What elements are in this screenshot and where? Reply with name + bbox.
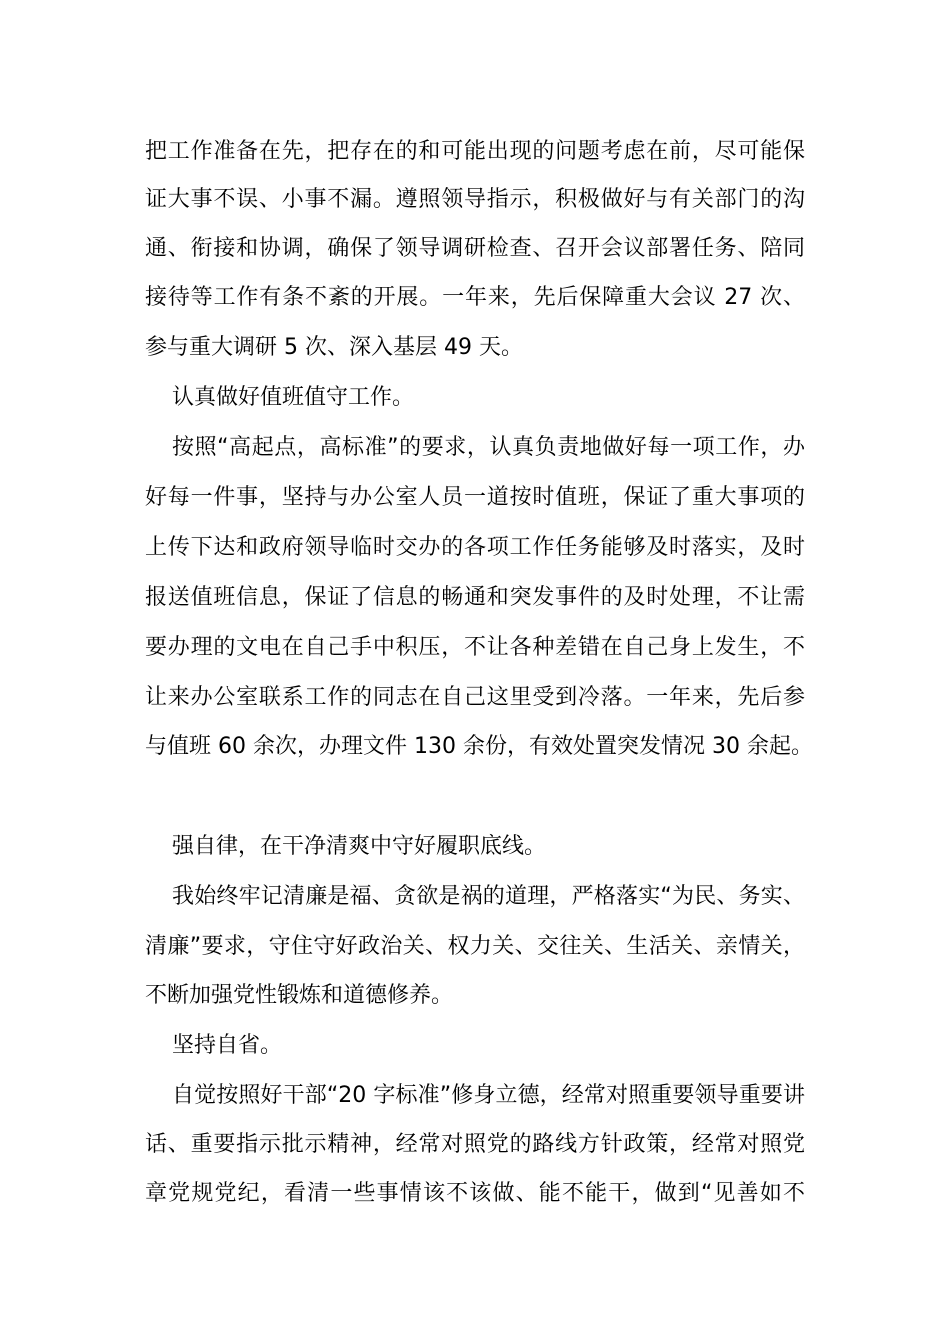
text-line: 把工作准备在先，把存在的和可能出现的问题考虑在前，尽可能保 [145, 139, 805, 164]
text-line: 上传下达和政府领导临时交办的各项工作任务能够及时落实，及时 [145, 535, 805, 560]
text-line: 坚持自省。 [172, 1033, 283, 1058]
text-line: 要办理的文电在自己手中积压，不让各种差错在自己身上发生，不 [145, 635, 805, 660]
text-line: 强自律，在干净清爽中守好履职底线。 [172, 834, 547, 859]
text-line: 与值班 60 余次，办理文件 130 余份，有效处置突发情况 30 余起。 [145, 734, 813, 759]
text-line: 章党规党纪，看清一些事情该不该做、能不能干，做到“见善如不 [145, 1181, 805, 1206]
text-line: 报送值班信息，保证了信息的畅通和突发事件的及时处理，不让需 [145, 585, 805, 610]
text-line: 证大事不误、小事不漏。遵照领导指示，积极做好与有关部门的沟 [145, 187, 805, 212]
text-line: 通、衔接和协调，确保了领导调研检查、召开会议部署任务、陪同 [145, 236, 805, 261]
text-line: 不断加强党性锻炼和道德修养。 [145, 983, 454, 1008]
text-line: 按照“高起点，高标准”的要求，认真负责地做好每一项工作，办 [172, 435, 805, 460]
text-line: 我始终牢记清廉是福、贪欲是祸的道理，严格落实“为民、务实、 [172, 884, 805, 909]
text-line: 让来办公室联系工作的同志在自己这里受到冷落。一年来，先后参 [145, 685, 805, 710]
text-line: 自觉按照好干部“20 字标准”修身立德，经常对照重要领导重要讲 [172, 1083, 805, 1108]
text-line: 好每一件事，坚持与办公室人员一道按时值班，保证了重大事项的 [145, 485, 805, 510]
text-line: 话、重要指示批示精神，经常对照党的路线方针政策，经常对照党 [145, 1132, 805, 1157]
text-line: 参与重大调研 5 次、深入基层 49 天。 [145, 335, 523, 360]
text-line: 接待等工作有条不紊的开展。一年来，先后保障重大会议 27 次、 [145, 285, 805, 310]
text-line: 认真做好值班值守工作。 [172, 385, 415, 410]
text-line: 清廉”要求，守住守好政治关、权力关、交往关、生活关、亲情关， [145, 934, 805, 959]
